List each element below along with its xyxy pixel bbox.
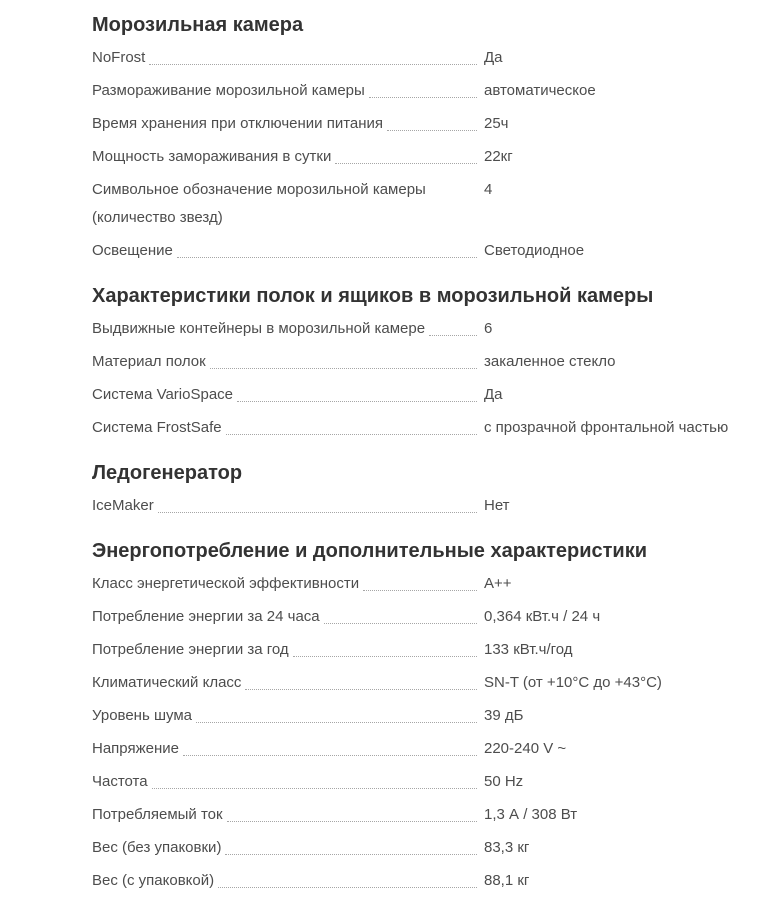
spec-label: Символьное обозначение морозильной камеры (количество звезд) (92, 181, 426, 226)
dotted-leader (429, 335, 477, 336)
spec-value: SN-T (от +10°C до +43°C) (484, 674, 662, 691)
section-title: Энергопотребление и дополнительные характеристики (92, 540, 648, 562)
spec-value: закаленное стекло (484, 353, 616, 370)
spec-value: A++ (484, 575, 512, 592)
dotted-leader (225, 854, 477, 855)
spec-label: Выдвижные контейнеры в морозильной камере (92, 320, 426, 337)
spec-row (92, 570, 756, 598)
spec-label: Частота (92, 773, 148, 790)
spec-value: Да (484, 49, 503, 66)
spec-row (92, 414, 756, 442)
dotted-leader (196, 722, 477, 723)
spec-label: Вес (без упаковки) (92, 839, 222, 856)
spec-label: Время хранения при отключении питания (92, 115, 384, 132)
dotted-leader (158, 512, 477, 513)
spec-label: Напряжение (92, 740, 179, 757)
section-title: Ледогенератор (92, 462, 243, 484)
spec-section (92, 460, 756, 520)
dotted-leader (387, 130, 477, 131)
section-title: Характеристики полок и ящиков в морозильной камеры (92, 285, 654, 307)
spec-row (92, 315, 756, 343)
spec-label: NoFrost (92, 49, 146, 66)
spec-value: 50 Hz (484, 773, 524, 790)
spec-section (92, 12, 756, 265)
dotted-leader (324, 623, 477, 624)
spec-row (92, 735, 756, 763)
spec-row (92, 603, 756, 631)
spec-value: автоматическое (484, 82, 596, 99)
dotted-leader (335, 163, 477, 164)
spec-value: 6 (484, 320, 493, 337)
dotted-leader (369, 97, 477, 98)
spec-value: 39 дБ (484, 707, 524, 724)
spec-row (92, 669, 756, 697)
dotted-leader (152, 788, 477, 789)
spec-value: 0,364 кВт.ч / 24 ч (484, 608, 601, 625)
spec-label: Класс энергетической эффективности (92, 575, 360, 592)
spec-value: 133 кВт.ч/год (484, 641, 573, 658)
dotted-leader (149, 64, 477, 65)
spec-section (92, 538, 756, 895)
spec-value: 4 (484, 181, 493, 198)
spec-value: Светодиодное (484, 242, 585, 259)
dotted-leader (245, 689, 477, 690)
spec-row (92, 110, 756, 138)
dotted-leader (227, 821, 477, 822)
spec-row (92, 867, 756, 895)
spec-label: Уровень шума (92, 707, 192, 724)
spec-row (92, 834, 756, 862)
spec-label: Вес (с упаковкой) (92, 872, 215, 889)
spec-label: Потребляемый ток (92, 806, 223, 823)
spec-row (92, 348, 756, 376)
spec-label: Система FrostSafe (92, 419, 222, 436)
spec-label: Потребление энергии за год (92, 641, 289, 658)
spec-value: 83,3 кг (484, 839, 530, 856)
spec-row (92, 44, 756, 72)
spec-row (92, 237, 756, 265)
spec-row (92, 77, 756, 105)
spec-label: Размораживание морозильной камеры (92, 82, 365, 99)
dotted-leader (183, 755, 477, 756)
spec-value: 22кг (484, 148, 513, 165)
spec-row (92, 492, 756, 520)
dotted-leader (210, 368, 477, 369)
spec-label: Материал полок (92, 353, 206, 370)
dotted-leader (237, 401, 477, 402)
spec-row (92, 143, 756, 171)
spec-label: Климатический класс (92, 674, 242, 691)
spec-label: Потребление энергии за 24 часа (92, 608, 320, 625)
spec-value: 1,3 А / 308 Вт (484, 806, 578, 823)
spec-row (92, 636, 756, 664)
spec-row (92, 381, 756, 409)
spec-section (92, 283, 756, 442)
spec-value: 25ч (484, 115, 509, 132)
spec-value: с прозрачной фронтальной частью (484, 419, 729, 436)
spec-value: 88,1 кг (484, 872, 530, 889)
spec-row (92, 768, 756, 796)
dotted-leader (177, 257, 477, 258)
dotted-leader (218, 887, 477, 888)
dotted-leader (363, 590, 477, 591)
spec-value: 220-240 V ~ (484, 740, 567, 757)
spec-row (92, 801, 756, 829)
spec-label: IceMaker (92, 497, 154, 514)
dotted-leader (293, 656, 477, 657)
spec-value: Да (484, 386, 503, 403)
dotted-leader (226, 434, 477, 435)
spec-label: Освещение (92, 242, 173, 259)
section-title: Морозильная камера (92, 14, 304, 36)
spec-value: Нет (484, 497, 510, 514)
spec-label: Мощность замораживания в сутки (92, 148, 332, 165)
spec-row (92, 176, 756, 232)
spec-row (92, 702, 756, 730)
spec-label: Система VarioSpace (92, 386, 234, 403)
